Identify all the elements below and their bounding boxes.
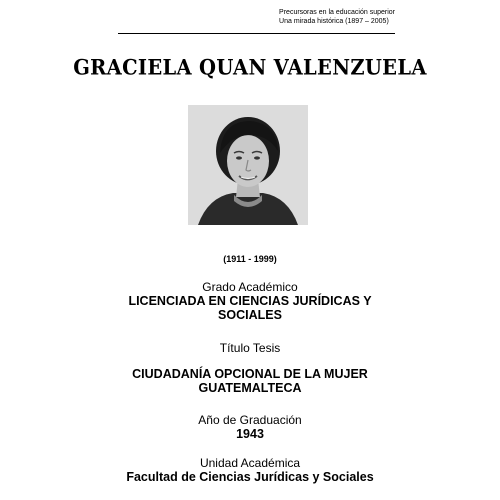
page-header: [279, 8, 395, 26]
portrait-image: [188, 105, 308, 225]
grado-label: Grado Académico: [202, 280, 298, 294]
grado-academico-section: [60, 280, 440, 322]
header-line-1: Precursoras en la educación superior: [279, 9, 395, 16]
tesis-value-line-1: CIUDADANÍA OPCIONAL DE LA MUJER: [132, 367, 368, 381]
graduacion-label: Año de Graduación: [198, 413, 302, 427]
unidad-label: Unidad Académica: [199, 456, 301, 470]
tesis-label: Título Tesis: [219, 341, 281, 355]
person-name: GRACIELA QUAN VALENZUELA: [73, 55, 427, 80]
graduacion-section: [60, 413, 440, 441]
tesis-label-section: [60, 341, 440, 355]
life-years: (1911 - 1999): [223, 254, 277, 264]
grado-value-line-2: SOCIALES: [218, 308, 282, 322]
portrait-photo: [188, 105, 308, 225]
grado-value-line-1: LICENCIADA EN CIENCIAS JURÍDICAS Y: [128, 294, 372, 308]
tesis-title-section: [60, 367, 440, 395]
unidad-academica-section: [60, 456, 440, 484]
unidad-value: Facultad de Ciencias Jurídicas y Sociales: [126, 470, 374, 484]
header-line-2: Una mirada histórica (1897 – 2005): [279, 18, 389, 25]
tesis-value-line-2: GUATEMALTECA: [198, 381, 302, 395]
header-rule: [118, 33, 395, 34]
graduacion-year: 1943: [236, 427, 264, 441]
